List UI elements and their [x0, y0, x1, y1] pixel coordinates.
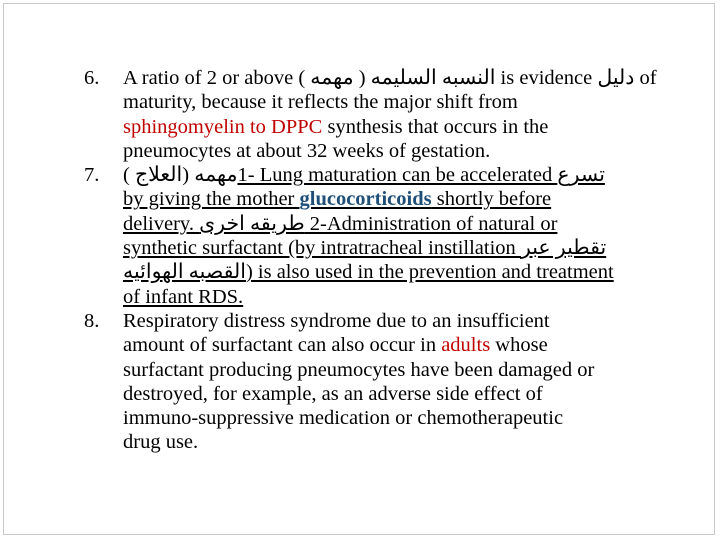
text-run: synthesis that occurs in the [322, 115, 549, 138]
item-8-line-6: drug use. [123, 431, 199, 454]
item-7-line-2 [123, 187, 684, 211]
text-run: by giving the mother [123, 188, 300, 211]
underlined-text: 1- [237, 164, 255, 187]
item-8-line-5: immuno-suppressive medication or chemotherapeutic [123, 407, 564, 430]
item-number: 8. [84, 309, 100, 332]
highlight-blue: glucocorticoids [299, 188, 432, 211]
text-run: 2-Administration of natural or [304, 212, 558, 235]
arabic-term: طريقه اخرى [199, 212, 305, 235]
item-number: 7. [84, 164, 100, 187]
text-run: delivery. [123, 212, 200, 235]
highlight-red: sphingomyelin to DPPC [123, 115, 323, 138]
arabic-term: تسرع [557, 164, 605, 187]
text-run: ) is also used in the prevention and treatment [245, 261, 614, 284]
item-8-line-4: destroyed, for example, as an adverse side effect of [123, 382, 543, 405]
item-number: 6. [84, 67, 100, 89]
arabic-term: مهمه [194, 164, 238, 187]
text-run: synthetic surfactant (by intratracheal instillation [123, 237, 521, 260]
arabic-term: النسبه السليمه [370, 67, 496, 89]
arabic-term: دليل [597, 67, 635, 89]
item-6-line-3 [123, 115, 684, 139]
text-run: of [634, 67, 657, 89]
arabic-term: تقطير عبر [520, 237, 607, 260]
text-run: ) [182, 164, 195, 187]
item-8-line-1: Respiratory distress syndrome due to an insufficient [123, 309, 550, 332]
arabic-term: مهمه [310, 67, 354, 89]
text-run: is evidence [495, 67, 598, 89]
text-run: amount of surfactant can also occur in [123, 334, 442, 357]
text-run: shortly before [431, 188, 552, 211]
item-8-line-2 [123, 333, 684, 357]
arabic-term: العلاج [134, 164, 183, 187]
list-item-6 [84, 66, 684, 163]
item-7-line-3 [123, 212, 684, 236]
text-run: A ratio of 2 or above ( [123, 67, 311, 89]
list-item-8 [84, 309, 684, 455]
numbered-list [84, 66, 684, 455]
highlight-red: adults [441, 334, 491, 357]
arabic-term: القصبه الهوائيه [123, 261, 246, 284]
item-7-line-4 [123, 236, 684, 260]
item-6-line-1 [123, 66, 684, 90]
item-6-line-2: maturity, because it reflects the major shift from [123, 91, 518, 114]
item-6-line-4: pneumocytes at about 32 weeks of gestation. [123, 139, 491, 162]
list-item-7 [84, 163, 684, 309]
item-8-line-3: surfactant producing pneumocytes have been damaged or [123, 358, 595, 381]
item-7-line-5 [123, 260, 684, 284]
item-7-line-1 [123, 163, 684, 187]
text-run: whose [490, 334, 548, 357]
underlined-text: Lung maturation can be accelerated [254, 164, 558, 187]
item-7-line-6: of infant RDS. [123, 285, 244, 308]
text-run: ( [123, 164, 135, 187]
text-run: ) [353, 67, 371, 89]
